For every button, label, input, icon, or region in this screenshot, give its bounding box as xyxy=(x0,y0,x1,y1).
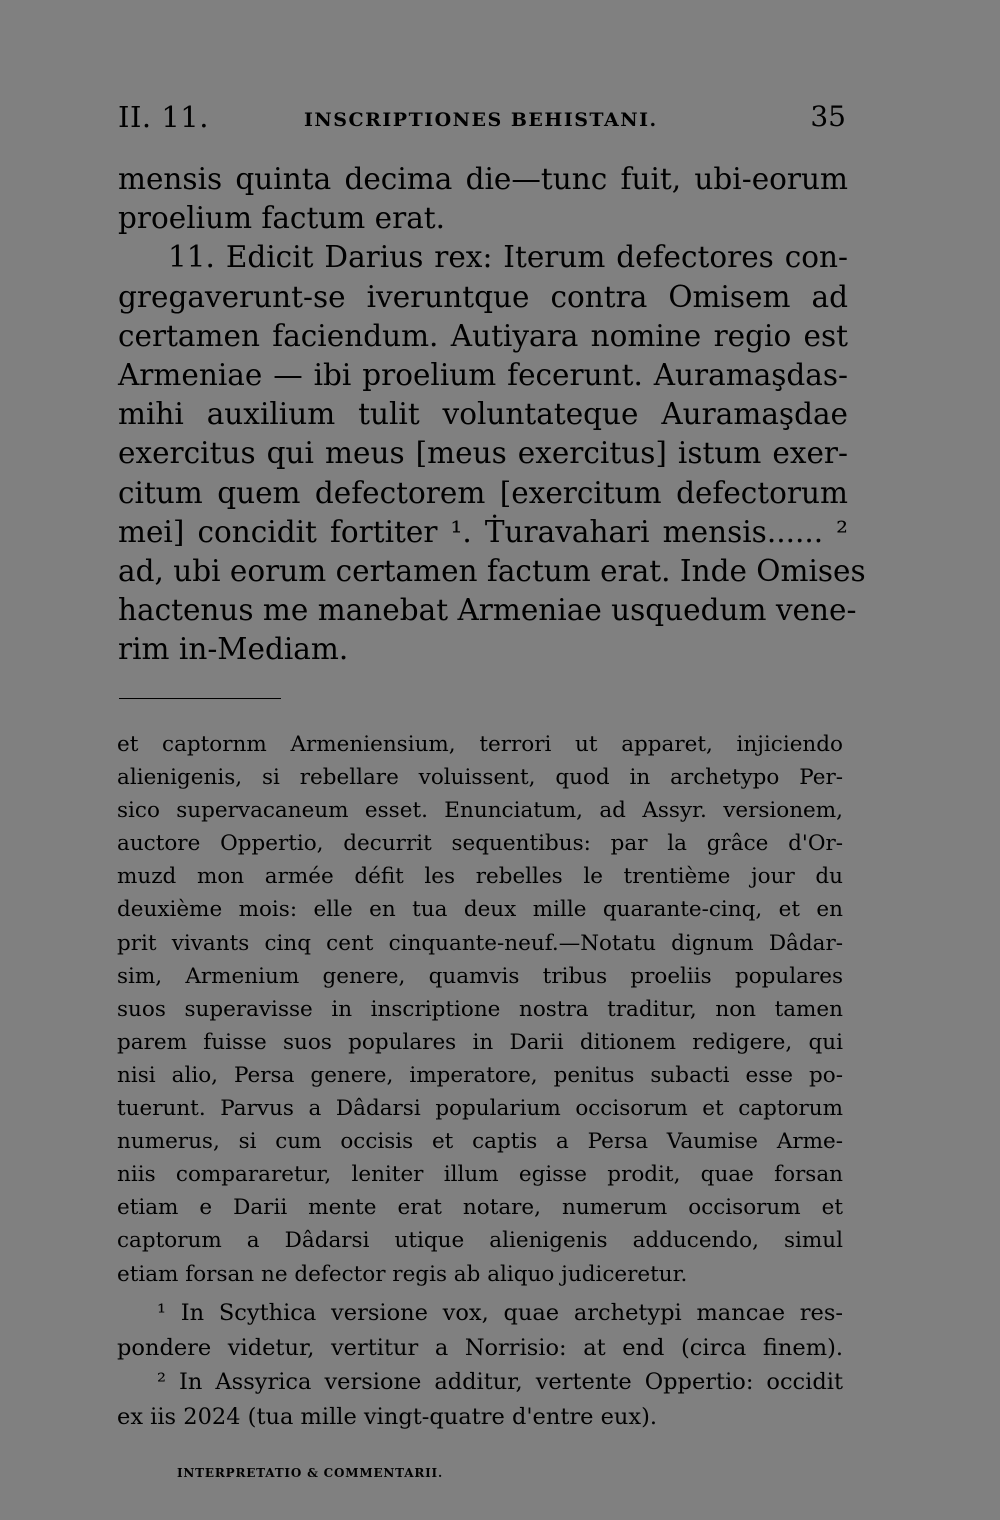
main-line: mihi auxilium tulit voluntateque Auramaşdae xyxy=(118,397,848,432)
note-line: tuerunt. Parvus a Dâdarsi popularium occisorum et captorum xyxy=(117,1096,843,1122)
running-head xyxy=(118,100,846,140)
footnote-1-line: pondere videtur, vertitur a Norrisio: at end (circa finem). xyxy=(117,1334,843,1361)
main-line: 11. Edicit Darius rex: Iterum defectores con- xyxy=(168,240,848,275)
main-line: mei] concidit fortiter ¹. Ṫuravahari mensis...... ² xyxy=(118,514,848,549)
running-title: INSCRIPTIONES BEHISTANI. xyxy=(304,109,658,131)
main-line: rim in-Mediam. xyxy=(118,632,349,667)
note-line: prit vivants cinq cent cinquante-neuf.—Notatu dignum Dâdar- xyxy=(117,930,843,956)
main-text xyxy=(118,160,866,669)
note-line: sim, Armenium genere, quamvis tribus proeliis populares xyxy=(117,963,843,989)
main-line: certamen faciendum. Autiyara nomine regio est xyxy=(118,318,848,353)
note-line: etiam forsan ne defector regis ab aliquo judiceretur. xyxy=(117,1261,688,1287)
footnote-2-line: ex iis 2024 (tua mille vingt-quatre d'entre eux). xyxy=(117,1403,658,1430)
main-line: citum quem defectorem [exercitum defectorum xyxy=(118,475,848,510)
notes-continuation xyxy=(117,728,843,1291)
footnotes xyxy=(117,1296,843,1434)
note-line: auctore Oppertio, decurrit sequentibus: par la grâce d'Or- xyxy=(117,831,843,857)
main-line: mensis quinta decima die—tunc fuit, ubi-eorum xyxy=(118,162,848,196)
page-number: 35 xyxy=(810,100,846,133)
note-line: suos superavisse in inscriptione nostra traditur, non tamen xyxy=(117,996,843,1022)
main-line: ad, ubi eorum certamen factum erat. Inde Omises xyxy=(118,553,866,588)
note-line: parem fuisse suos populares in Darii ditionem redigere, qui xyxy=(117,1029,843,1055)
signature-mark: INTERPRETATIO & COMMENTARII. xyxy=(177,1466,443,1480)
note-line: et captornm Armeniensium, terrori ut apparet, injiciendo xyxy=(117,732,843,757)
note-line: muzd mon armée défit les rebelles le trentième jour du xyxy=(117,864,843,890)
note-line: nisi alio, Persa genere, imperatore, penitus subacti esse po- xyxy=(117,1062,843,1088)
footnote-1-line: ¹ In Scythica versione vox, quae archetypi mancae res- xyxy=(157,1300,843,1326)
main-line: proelium factum erat. xyxy=(118,201,446,236)
note-line: captorum a Dâdarsi utique alienigenis adducendo, simul xyxy=(117,1228,843,1254)
note-line: niis compararetur, leniter illum egisse prodit, quae forsan xyxy=(117,1162,843,1188)
note-line: alienigenis, si rebellare voluissent, quod in archetypo Per- xyxy=(117,765,843,791)
section-number: II. 11. xyxy=(118,100,209,134)
footnote-2-line: ² In Assyrica versione additur, vertente Oppertio: occidit xyxy=(157,1369,843,1395)
note-line: numerus, si cum occisis et captis a Persa Vaumise Arme- xyxy=(117,1129,843,1155)
main-line: gregaverunt-se iveruntque contra Omisem ad xyxy=(118,279,848,314)
note-line: sico supervacaneum esset. Enunciatum, ad Assyr. versionem, xyxy=(117,798,843,824)
main-line: hactenus me manebat Armeniae usquedum vene- xyxy=(118,593,857,628)
note-line: etiam e Darii mente erat notare, numerum occisorum et xyxy=(117,1195,843,1221)
main-line: exercitus qui meus [meus exercitus] istum exer- xyxy=(118,436,848,471)
note-line: deuxième mois: elle en tua deux mille quarante-cinq, et en xyxy=(117,897,843,923)
footnote-rule xyxy=(119,698,281,699)
main-line: Armeniae — ibi proelium fecerunt. Auramaşdas- xyxy=(118,357,848,392)
